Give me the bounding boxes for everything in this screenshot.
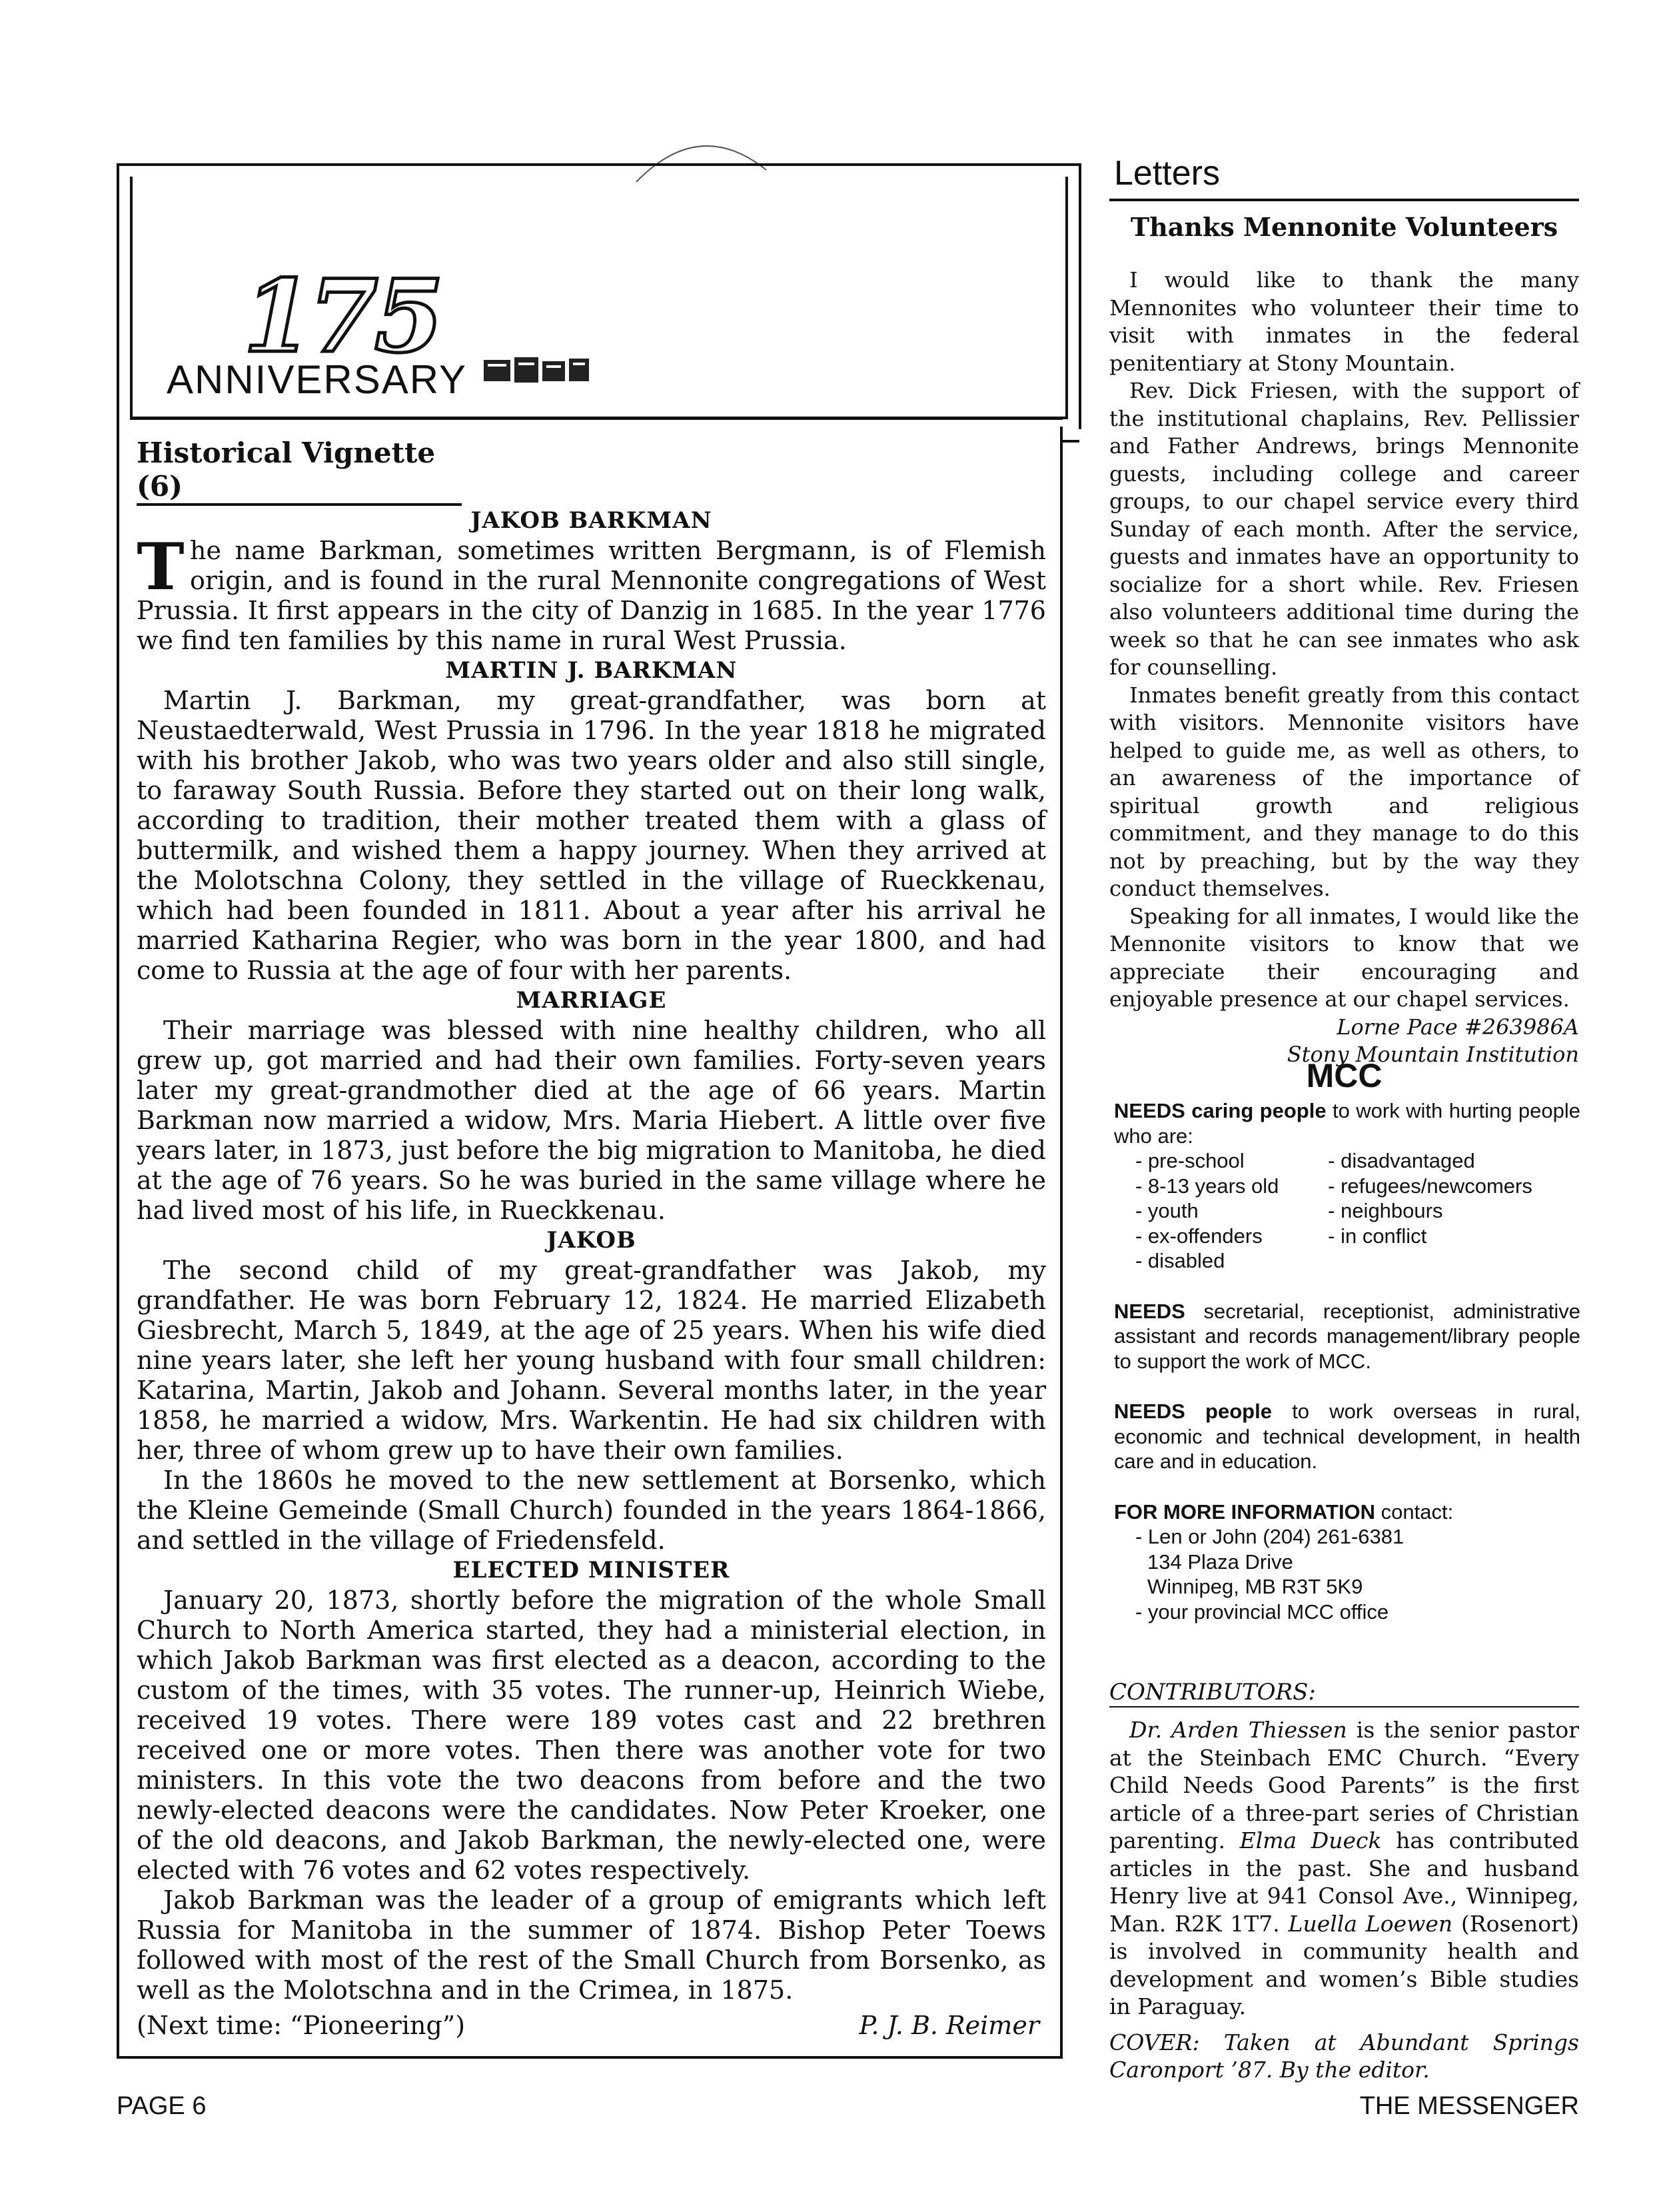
publication-name: THE MESSENGER (1359, 2092, 1579, 2120)
next-time-note: (Next time: “Pioneering”) (137, 2011, 466, 2040)
letter-paragraph: Rev. Dick Friesen, with the support of the institutional chaplains, Rev. Pellissier and Father Andrews, brings Mennonite guests, including college and career groups, to our chapel service every third Sunday of each month. After the service, guests and inmates have an opportunity to socialize for a short while. Rev. Friesen also volunteers additional time during the week so that he can see inmates who ask for counselling. (1109, 378, 1579, 680)
list-item: - 8-13 years old (1135, 1174, 1279, 1198)
letter-paragraph: Inmates benefit greatly from this contact with visitors. Mennonite visitors have helped to guide me, as well as others, to an awareness of the importance of spiritual growth and religious commitment, and they manage to do this not by preaching, but by the way they conduct themselves. (1109, 682, 1579, 901)
heading-martin-barkman: MARTIN J. BARKMAN (445, 657, 738, 684)
anniversary-word: ANNIVERSARY (167, 357, 468, 402)
mcc-contact-list (1114, 1524, 1580, 1624)
contributor-name: Elma Dueck (1239, 1827, 1382, 1853)
mcc-groups-col-b (1328, 1148, 1580, 1274)
paragraph-marriage: Their marriage was blessed with nine healthy children, who all grew up, got married and had their own families. Forty-seven years later my great-grandmother died at the age of 66 years. Martin Barkman now married a widow, Mrs. Maria Hiebert. A little over five years later, in 1873, just before the big migration to Manitoba, he died at the age of 76 years. So he was buried in the same village where he had lived most of his life, in Rueckkenau. (137, 1016, 1046, 1225)
letters-rule (1109, 199, 1579, 201)
mcc-needs-secretarial (1114, 1299, 1580, 1374)
mcc-groups-col-a (1135, 1148, 1328, 1274)
paragraph-origin (137, 529, 1046, 656)
mcc-needs-overseas-text: to work overseas in rural, economic and technical development, in health care and in education. (1114, 1400, 1580, 1473)
paragraph-jakob: The second child of my great-grandfather was Jakob, my grandfather. He was born February 12, 1824. He married Elizabeth Giesbrecht, March 5, 1849, at the age of 25 years. When his wife died nine years later, she left her young husband with four small children: Katarina, Martin, Jakob and Johann. Several months later, in the year 1858, he married a widow, Mrs. Warkentin. He had six children with her, three of whom grew up to have their own families. (137, 1256, 1046, 1465)
article-frame-notch (1063, 440, 1079, 443)
spacer (1114, 1374, 1580, 1399)
heading-jakob: JAKOB (546, 1227, 636, 1254)
heading-elected-minister: ELECTED MINISTER (452, 1557, 730, 1584)
mcc-needs-overseas (1114, 1399, 1580, 1474)
mcc-groups (1114, 1148, 1580, 1274)
list-item: Winnipeg, MB R3T 5K9 (1147, 1575, 1363, 1598)
anniversary-number: 175 (243, 258, 440, 375)
list-item: - Len or John (204) 261-6381 (1135, 1525, 1404, 1548)
mcc-needs-caring (1114, 1098, 1580, 1148)
letter-paragraph: Speaking for all inmates, I would like the Mennonite visitors to know that we appreciate their encouraging and enjoyable presence at our chapel services. (1109, 903, 1579, 1012)
mcc-needs-caring-lead: NEEDS caring people (1114, 1099, 1327, 1122)
mcc-more-info-lead: FOR MORE INFORMATION (1114, 1500, 1376, 1524)
page-number: PAGE 6 (117, 2092, 207, 2120)
paragraph-emigration: Jakob Barkman was the leader of a group of emigrants which left Russia for Manitoba in the summer of 1874. Bishop Peter Toews followed with most of the rest of the Small Church from Borsenko, as well as the Molotschna and in the Crimea, in 1875. (137, 1885, 1046, 2005)
list-item: 134 Plaza Drive (1147, 1550, 1293, 1574)
letter-title: Thanks Mennonite Volunteers (1130, 212, 1558, 242)
letter-paragraph: I would like to thank the many Mennonites who volunteer their time to visit with inmates in the federal penitentiary at Stony Mountain. (1109, 267, 1579, 376)
list-item: - youth (1135, 1199, 1199, 1222)
paragraph-election: January 20, 1873, shortly before the migration of the whole Small Church to North America started, they had a ministerial election, in which Jakob Barkman was first elected as a deacon, according to the custom of the times, with 35 votes. The runner-up, Heinrich Wiebe, received 19 votes. There were 189 votes cast and 22 brethren received one or more votes. Then there was another vote for two ministers. In this vote the two deacons from before and the two newly-elected deacons were the candidates. Now Peter Kroeker, one of the old deacons, and Jakob Barkman, the newly-elected one, were elected with 76 votes and 62 votes respectively. (137, 1586, 1046, 1885)
heading-jakob-barkman: JAKOB BARKMAN (470, 507, 712, 534)
spacer (1114, 1274, 1580, 1299)
list-item: - ex-offenders (1135, 1224, 1263, 1248)
contributor-text: is the senior pastor at the Steinbach EMC Church. “Every Child Needs Good Parents” is the first article of a three-part series of Christian parenting. (1109, 1717, 1580, 1853)
historical-vignette-article (137, 437, 1046, 2041)
emc-crest-logo-icon (480, 353, 593, 387)
list-item: - disadvantaged (1328, 1149, 1475, 1172)
list-item: - in conflict (1328, 1224, 1427, 1248)
list-item: - disabled (1135, 1249, 1225, 1272)
contributors-heading: CONTRIBUTORS: (1109, 1678, 1579, 1707)
list-item: - your provincial MCC office (1135, 1600, 1389, 1624)
author-signature: P. J. B. Reimer (859, 2011, 1039, 2040)
list-item: - neighbours (1328, 1199, 1443, 1222)
article-frame-bottom (117, 2056, 1063, 2059)
contributors-paragraph (1109, 1716, 1579, 2021)
mcc-needs-secretarial-lead: NEEDS (1114, 1299, 1185, 1323)
letter-body (1109, 267, 1579, 1069)
list-item: - pre-school (1135, 1149, 1245, 1172)
mcc-needs-overseas-lead: NEEDS people (1114, 1400, 1272, 1423)
mcc-more-info-text: contact: (1375, 1500, 1454, 1524)
cover-note: COVER: Taken at Abundant Springs Caronport ’87. By the editor. (1109, 2029, 1579, 2083)
mcc-needs-caring-text: to work with hurting people who are: (1114, 1099, 1581, 1148)
spacer (1114, 1474, 1580, 1500)
article-frame-right (1060, 427, 1063, 2056)
paragraph-martin: Martin J. Barkman, my great-grandfather, was born at Neustaedterwald, West Prussia in 1796. In the year 1818 he migrated with his brother Jakob, who was two years older and also still single, to faraway South Russia. Before they started out on their long walk, according to tradition, their mother treated them with a glass of buttermilk, and wished them a happy journey. When they arrived at the Molotschna Colony, they settled in the village of Rueckkenau, which had been founded in 1811. About a year after his arrival he married Katharina Regier, who was born in the year 1800, and had come to Russia at the age of four with her parents. (137, 686, 1046, 985)
article-frame-left (117, 427, 119, 2056)
paragraph-borsenko: In the 1860s he moved to the new settlement at Borsenko, which the Kleine Gemeinde (Small Church) founded in the years 1864-1866, and settled in the village of Friedensfeld. (137, 1466, 1046, 1555)
contributor-name: Luella Loewen (1288, 1910, 1453, 1937)
mcc-more-info (1114, 1500, 1580, 1525)
mcc-needs-secretarial-text: secretarial, receptionist, administrative assistant and records management/library people to support the work of MCC. (1114, 1299, 1580, 1373)
contributor-text: (Rosenort) is involved in community health and development and women’s Bible studies in Paraguay. (1109, 1910, 1580, 2019)
vignette-title: Historical Vignette (6) (137, 437, 462, 506)
letters-section-heading: Letters (1114, 154, 1220, 193)
mcc-heading: MCC (1306, 1057, 1383, 1094)
contributors-body (1109, 1716, 1579, 2084)
letter-signature-name: Lorne Pace #263986A (1337, 1014, 1579, 1040)
anniversary-rule (130, 417, 1063, 420)
dropcap-letter: T (137, 529, 185, 604)
paragraph-origin-text: he name Barkman, sometimes written Bergmann, is of Flemish origin, and is found in the rural Mennonite congregations of West Prussia. It first appears in the city of Danzig in 1685. In the year 1776 we find ten families by this name in rural West Prussia. (137, 536, 1046, 655)
contributor-name: Dr. Arden Thiessen (1129, 1717, 1347, 1743)
mcc-advertisement (1114, 1098, 1580, 1624)
heading-marriage: MARRIAGE (516, 987, 667, 1014)
list-item: - refugees/newcomers (1328, 1174, 1532, 1198)
contributor-text: has contributed articles in the past. She and husband Henry live at 941 Consol Ave., Winnipeg, Man. R2K 1T7. (1109, 1827, 1579, 1937)
letter-signature-place: Stony Mountain Institution (1287, 1042, 1579, 1067)
article-footer-row (137, 2011, 1046, 2041)
